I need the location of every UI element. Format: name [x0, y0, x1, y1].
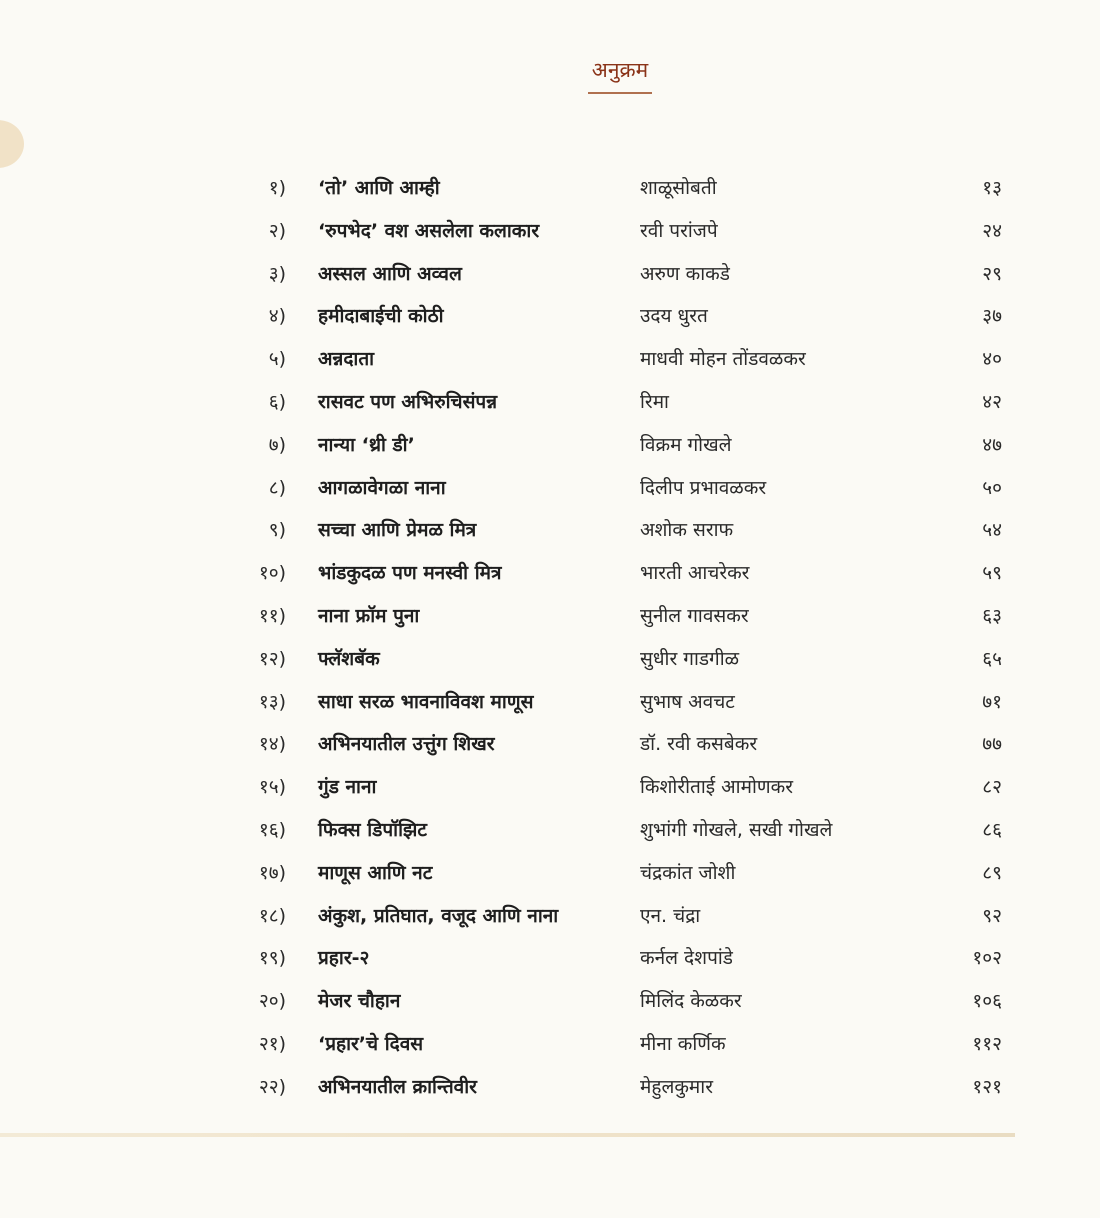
toc-entry-author: मिलिंद केळकर: [640, 990, 742, 1013]
toc-entry-number: २०): [258, 990, 286, 1013]
toc-entry-author: अरुण काकडे: [640, 262, 730, 285]
toc-entry: [0, 980, 1100, 1023]
toc-entry-title: आगळावेगळा नाना: [318, 476, 446, 499]
toc-entry-number: ५): [268, 348, 286, 371]
toc-entry-number: १२): [258, 647, 286, 670]
toc-entry: [0, 766, 1100, 809]
toc-entry-number: ७): [268, 433, 286, 456]
toc-entry-page: १३: [982, 177, 1002, 199]
toc-entry-number: २१): [258, 1032, 286, 1055]
toc-entry-author: भारती आचरेकर: [640, 562, 750, 585]
toc-entry: [0, 467, 1100, 510]
toc-entry-title: अंकुश, प्रतिघात, वजूद आणि नाना: [318, 904, 559, 927]
toc-entry-page: ११२: [972, 1032, 1002, 1055]
toc-entry-number: २२): [258, 1075, 286, 1098]
toc-entry-number: १०): [258, 562, 286, 585]
toc-entry-page: ५४: [982, 519, 1002, 542]
toc-entry-title: नाना फ्रॉम पुना: [318, 604, 420, 627]
toc-entry-author: सुनील गावसकर: [640, 604, 749, 627]
toc-entry: [0, 595, 1100, 638]
toc-entry: [0, 381, 1100, 424]
toc-entry-title: साधा सरळ भावनाविवश माणूस: [318, 690, 534, 713]
toc-entry: [0, 509, 1100, 552]
toc-entry-author: सुधीर गाडगीळ: [640, 647, 740, 670]
toc-entry-author: रिमा: [640, 390, 669, 413]
toc-entry-title: अन्नदाता: [318, 348, 375, 371]
toc-entry-author: एन. चंद्रा: [640, 904, 701, 927]
toc-entry-number: १३): [258, 690, 286, 713]
toc-entry-number: १९): [258, 947, 286, 970]
toc-entry-title: प्रहार-२: [318, 947, 370, 970]
toc-entry-title: अस्सल आणि अव्वल: [318, 262, 462, 285]
toc-entry-author: शाळूसोबती: [640, 177, 717, 199]
toc-entry-page: ७७: [982, 733, 1002, 756]
toc-entry-page: ७१: [982, 690, 1002, 713]
toc-entry: [0, 338, 1100, 381]
toc-entry-page: ३७: [982, 305, 1002, 328]
toc-entry-title: अभिनयातील क्रान्तिवीर: [318, 1075, 477, 1098]
toc-entry-author: कर्नल देशपांडे: [640, 947, 733, 970]
toc-entry: [0, 424, 1100, 467]
toc-entry: [0, 638, 1100, 681]
toc-entry-author: सुभाष अवचट: [640, 690, 735, 713]
toc-entry-title: रासवट पण अभिरुचिसंपन्न: [318, 390, 498, 413]
page-title: अनुक्रम: [591, 58, 649, 82]
toc-entry-number: ६): [268, 390, 286, 413]
toc-entry-title: फिक्स डिपॉझिट: [318, 818, 427, 841]
toc-entry-author: अशोक सराफ: [640, 519, 734, 542]
toc-entry-page: १०२: [972, 947, 1002, 970]
toc-entry-page: ४०: [982, 348, 1002, 371]
toc-entry-number: ४): [268, 305, 286, 328]
toc-entry: [0, 1023, 1100, 1066]
toc-entry-number: १५): [258, 776, 286, 799]
toc-entry: [0, 295, 1100, 338]
title-underline: [588, 92, 652, 94]
toc-entry-author: मेहुलकुमार: [640, 1075, 713, 1098]
toc-entry-number: १४): [258, 733, 286, 756]
toc-entry-number: ९): [268, 519, 286, 542]
toc-entry-title: गुंड नाना: [318, 776, 377, 799]
toc-entry-page: ५०: [982, 476, 1002, 499]
toc-entry: [0, 167, 1100, 210]
toc-entry-page: ६३: [982, 604, 1002, 627]
toc-entry-author: शुभांगी गोखले, सखी गोखले: [640, 818, 833, 841]
toc-entry-page: ९२: [982, 904, 1002, 927]
toc-entry: [0, 210, 1100, 253]
toc-entry-number: २): [268, 219, 286, 242]
toc-entry: [0, 253, 1100, 296]
toc-entry-page: ८६: [982, 818, 1002, 841]
toc-entry-number: ८): [268, 476, 286, 499]
toc-entry-page: ५९: [982, 562, 1002, 585]
toc-entry: [0, 895, 1100, 938]
toc-entry-title: ‘प्रहार’चे दिवस: [318, 1032, 424, 1055]
toc-entry: [0, 681, 1100, 724]
toc-entry: [0, 552, 1100, 595]
toc-entry-title: अभिनयातील उत्तुंग शिखर: [318, 733, 495, 756]
toc-entry-title: मेजर चौहान: [318, 990, 401, 1013]
toc-entry-author: चंद्रकांत जोशी: [640, 861, 736, 884]
toc-entry: [0, 1066, 1100, 1109]
toc-entry-author: डॉ. रवी कसबेकर: [640, 733, 758, 756]
toc-entry: [0, 852, 1100, 895]
toc-entry-number: १६): [258, 818, 286, 841]
toc-entry-page: ८९: [982, 861, 1002, 884]
toc-entry-author: मीना कर्णिक: [640, 1032, 726, 1055]
toc-entry-number: १): [268, 177, 286, 199]
toc-entry-author: किशोरीताई आमोणकर: [640, 776, 793, 799]
toc-entry-page: ६५: [982, 647, 1002, 670]
toc-entry-title: सच्चा आणि प्रेमळ मित्र: [318, 519, 477, 542]
toc-entry-title: ‘तो’ आणि आम्ही: [318, 177, 440, 199]
toc-entry: [0, 937, 1100, 980]
toc-entry-title: माणूस आणि नट: [318, 861, 433, 884]
toc-entry-page: ८२: [982, 776, 1002, 799]
toc-entry-page: ४२: [982, 390, 1002, 413]
toc-entry-number: १७): [258, 861, 286, 884]
toc-entry-author: विक्रम गोखले: [640, 433, 732, 456]
toc-entry-page: १०६: [972, 990, 1002, 1013]
page-edge-tab: [0, 120, 24, 168]
toc-entry-number: १८): [258, 904, 286, 927]
toc-entry-title: नान्या ‘थ्री डी’: [318, 433, 415, 456]
toc-entry-author: रवी परांजपे: [640, 219, 718, 242]
toc-entry: [0, 723, 1100, 766]
table-of-contents: [0, 167, 1100, 1109]
toc-entry-title: हमीदाबाईची कोठी: [318, 305, 444, 328]
toc-entry-number: ११): [258, 604, 286, 627]
toc-entry-author: दिलीप प्रभावळकर: [640, 476, 767, 499]
toc-entry-title: फ्लॅशबॅक: [318, 647, 380, 670]
toc-entry: [0, 809, 1100, 852]
toc-entry-page: २९: [982, 262, 1002, 285]
toc-entry-author: माधवी मोहन तोंडवळकर: [640, 348, 806, 371]
toc-entry-title: ‘रुपभेद’ वश असलेला कलाकार: [318, 219, 540, 242]
bottom-divider: [0, 1133, 1015, 1137]
toc-entry-title: भांडकुदळ पण मनस्वी मित्र: [318, 562, 502, 585]
toc-entry-page: १२१: [972, 1075, 1002, 1098]
toc-entry-author: उदय धुरत: [640, 305, 708, 328]
toc-entry-page: ४७: [982, 433, 1002, 456]
toc-entry-page: २४: [982, 219, 1002, 242]
toc-entry-number: ३): [268, 262, 286, 285]
